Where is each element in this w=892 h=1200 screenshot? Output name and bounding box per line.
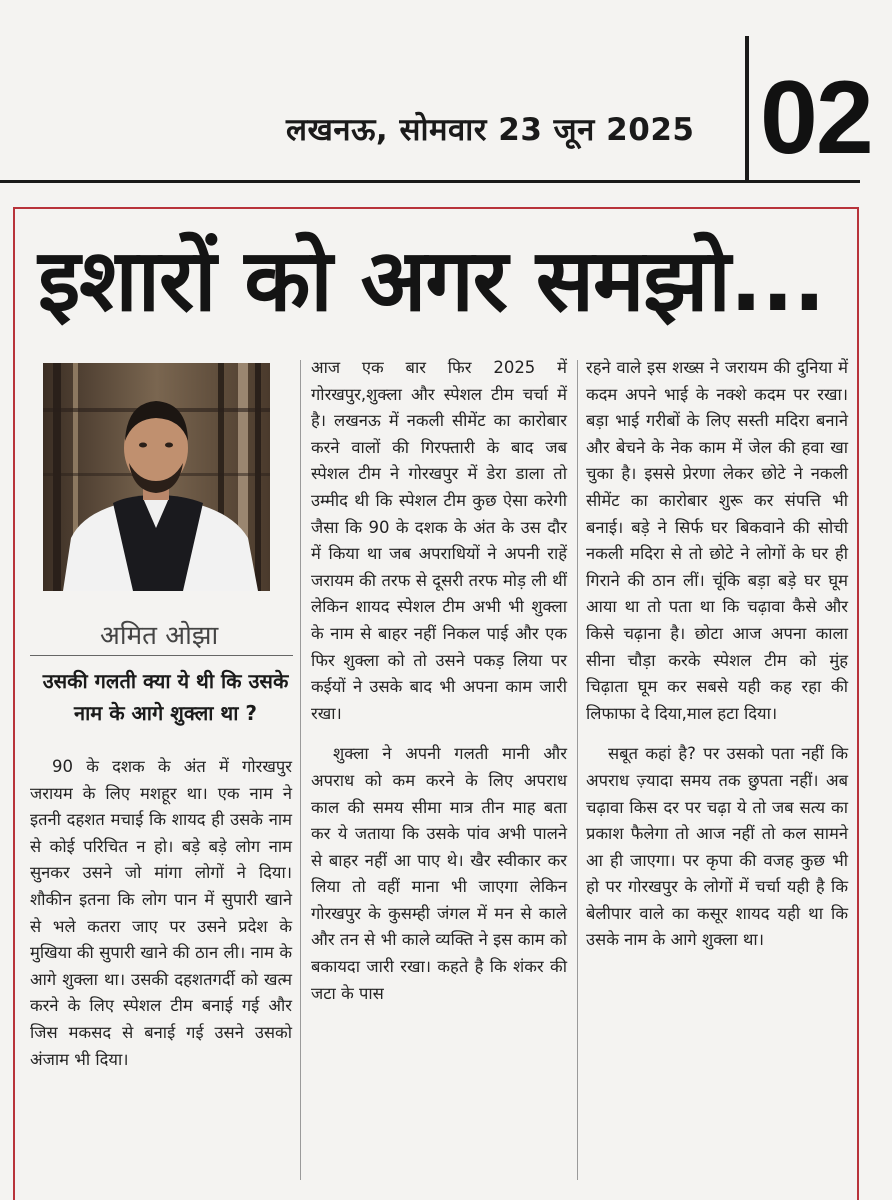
column-divider (300, 360, 301, 1180)
author-portrait-image (43, 363, 270, 591)
masthead (0, 0, 892, 190)
column-divider (577, 360, 578, 1180)
article-column-3 (586, 355, 848, 954)
page-number: 02 (760, 60, 872, 176)
paragraph: आज एक बार फिर 2025 में गोरखपुर,शुक्ला और स्पेशल टीम चर्चा में है। लखनऊ में नकली सीमेंट का कारोबार करने वालों की गिरफ्तारी के बाद जब स्पेशल टीम ने गोरखपुर में डेरा डाला तो उम्मीद थी कि स्पेशल टीम कुछ ऐसा करेगी जैसा कि 90 के दशक के अंत के उस दौर में किया था जब अपराधियों ने अपनी राहें जरायम की तरफ से दूसरी तरफ मोड़ ली थीं लेकिन शायद स्पेशल टीम अभी भी शुक्ला के नाम से बाहर नहीं निकल पाई और एक फिर शुक्ला को तो उसने पकड़ लिया पर कईयों ने उसके बाद भी अपना काम जारी रखा। (311, 358, 567, 723)
paragraph: 90 के दशक के अंत में गोरखपुर जरायम के लिए मशहूर था। एक नाम ने इतनी दहशत मचाई कि शायद ही उसके नाम से कोई परिचित न हो। बड़े बड़े लोग नाम सुनकर उसने जो मांगा लोगों ने दिया। शौकीन इतना कि लोग पान में सुपारी खाने से भले कतरा जाए पर उसने प्रदेश के मुखिया की सुपारी खाने की ठान ली। नाम के आगे शुक्ला था। उसकी दहशतगर्दी को खत्म करने के लिए स्पेशल टीम बनाई गई और जिस मकसद से बनाई गई उसने उसको अंजाम भी दिया। (30, 757, 292, 1069)
paragraph: शुक्ला ने अपनी गलती मानी और अपराध को कम करने के लिए अपराध काल की समय सीमा मात्र तीन माह बता कर ये जताया कि उसके पांव अभी पालने से बाहर नहीं आ पाए थे। खैर स्वीकार कर लिया तो वहीं माना भी जाएगा लेकिन गोरखपुर के कुसम्ही जंगल में मन से काले और तन से भी काले व्यक्ति ने इस काम को बकायदा जारी रखा। कहते है कि शंकर की जटा के पास (311, 744, 567, 1003)
subheadline: उसकी गलती क्या ये थी कि उसके नाम के आगे शुक्ला था ? (42, 669, 289, 725)
masthead-divider (745, 36, 749, 181)
article-column-1 (30, 754, 292, 1073)
paragraph: रहने वाले इस शख्स ने जरायम की दुनिया में कदम अपने भाई के नक्शे कदम पर रखा। बड़ा भाई गरीबों के लिए सस्ती मदिरा बनाने और बेचने के नेक काम में जेल की हवा खा चुका है। इससे प्रेरणा लेकर छोटे ने नकली सीमेंट का कारोबार शुरू कर संपत्ति भी बनाई। बड़े ने सिर्फ घर बिकवाने की सोची नकली मदिरा से तो छोटे ने लोगों के घर ही गिराने की ठान लीं। चूंकि बड़ा बड़े घर घूम आया था तो पता था कि चढ़ावा कैसे और किसे चढ़ाना है। छोटा आज अपना काला सीना चौड़ा करके स्पेशल टीम को मुंह चिढ़ाता घूम कर सबसे यही कह रहा की लिफाफा दे दिया,माल हटा दिया। (586, 358, 848, 723)
author-photo (43, 363, 270, 591)
paragraph: सबूत कहां है? पर उसको पता नहीं कि अपराध ज़्यादा समय तक छुपता नहीं। अब चढ़ावा किस दर पर चढ़ा ये तो जब सत्य का प्रकाश फैलेगा तो आज नहीं तो कल सामने आ ही जाएगा। पर कृपा की वजह कुछ भी हो पर गोरखपुर के लोगों में चर्चा यही है कि बेलीपार वाले का कसूर शायद यही था कि उसके नाम के आगे शुक्ला था। (586, 744, 848, 950)
headline: इशारों को अगर समझो... (38, 231, 825, 331)
dateline: लखनऊ, सोमवार 23 जून 2025 (286, 112, 695, 148)
masthead-rule (0, 180, 860, 183)
article-column-2 (311, 355, 567, 1007)
byline-divider (30, 655, 293, 656)
author-byline: अमित ओझा (100, 621, 219, 651)
